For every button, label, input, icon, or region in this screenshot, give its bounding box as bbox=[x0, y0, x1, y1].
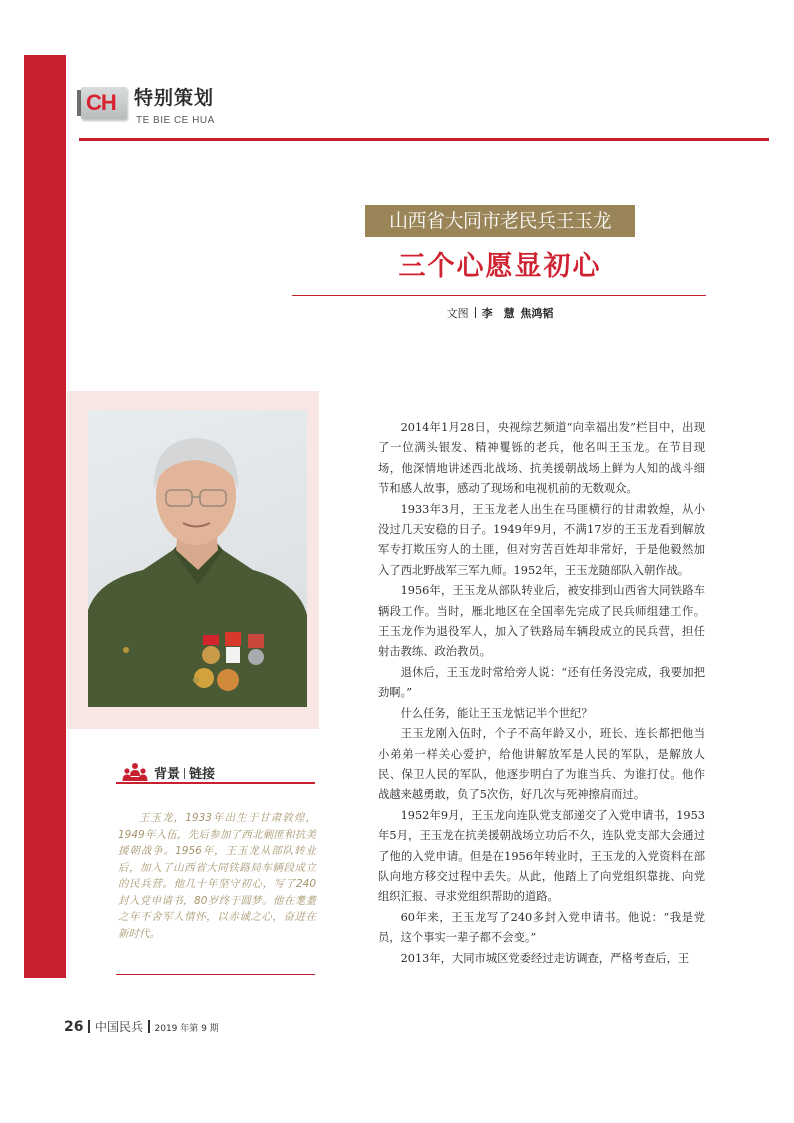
medal-ribbon-1 bbox=[203, 635, 219, 645]
sidebar-title bbox=[154, 763, 215, 782]
article-paragraph: 王玉龙刚入伍时，个子不高年龄又小，班长、连长都把他当小弟弟一样关心爱护，给他讲解放军是人民的军队，是解放人民、保卫人民的军队，他逐步明白了为谁当兵、为谁打仗。他作战越来越勇敢，负了5次伤，好几次与死神擦肩而过。 bbox=[378, 727, 705, 802]
article-paragraph: 60年来，王玉龙写了240多封入党申请书。他说：“我是党员，这个事实一辈子都不会变。” bbox=[378, 910, 705, 945]
badge-icon bbox=[123, 647, 129, 653]
article-paragraph: 1952年9月，王玉龙向连队党支部递交了入党申请书，1953年5月，王玉龙在抗美援朝战场立功后不久，连队党支部大会通过了他的入党申请。但是在1956年转业时，王玉龙的入党资料在部队向地方移交过程中丢失。从此，他踏上了向党组织靠拢、向党组织汇报、寻求党组织帮助的道路。 bbox=[378, 808, 705, 904]
medal-ribbon-3 bbox=[248, 634, 264, 648]
article-paragraph: 1956年，王玉龙从部队转业后，被安排到山西省大同铁路车辆段工作。当时，雁北地区在全国率先完成了民兵师组建工作。王玉龙作为退役军人，加入了铁路局车辆段成立的民兵营，担任射击教练、政治教员。 bbox=[378, 584, 705, 659]
sidebar-top-divider bbox=[116, 782, 315, 784]
medal-3 bbox=[248, 649, 264, 665]
article-paragraph: 2013年，大同市城区党委经过走访调查，严格考查后，王 bbox=[400, 951, 690, 965]
byline-label: 文图 bbox=[446, 307, 469, 320]
article-body bbox=[378, 418, 705, 969]
sidebar-title-separator bbox=[184, 768, 185, 779]
page-footer bbox=[64, 1016, 219, 1035]
header-divider bbox=[79, 138, 769, 141]
section-title: 特别策划 bbox=[134, 87, 215, 109]
sidebar-text: 王玉龙，1933年出生于甘肃敦煌，1949年入伍，先后参加了西北剿匪和抗美援朝战争。1956年，王玉龙从部队转业后，加入了山西省大同铁路局车辆段成立的民兵营。他几十年坚守初心，写了240封入党申请书，80岁终于圆梦。他在耄耋之年不舍军人情怀，以赤诚之心，奋进在新时代。 bbox=[118, 812, 316, 940]
medal-1 bbox=[202, 646, 220, 664]
ch-logo bbox=[77, 87, 127, 121]
title-divider bbox=[292, 295, 706, 296]
logo-text: CH bbox=[86, 90, 116, 115]
article-headline: 三个心愿显初心 bbox=[398, 251, 602, 282]
page-number: 26 bbox=[64, 1019, 84, 1035]
sidebar-title-right: 链接 bbox=[189, 767, 216, 782]
medal-2 bbox=[226, 647, 240, 663]
byline-separator bbox=[475, 307, 476, 318]
sidebar-bottom-divider bbox=[116, 974, 315, 975]
medal-5 bbox=[217, 669, 239, 691]
footer-separator bbox=[148, 1020, 150, 1033]
article-paragraph: 退休后，王玉龙时常给旁人说：“还有任务没完成，我要加把劲啊。” bbox=[378, 665, 705, 700]
medal-ribbon-2 bbox=[225, 632, 241, 646]
byline-names: 李 慧 焦鸿韬 bbox=[481, 307, 554, 320]
section-subtitle: TE BIE CE HUA bbox=[136, 115, 215, 126]
article-paragraph: 什么任务，能让王玉龙惦记半个世纪？ bbox=[400, 706, 593, 720]
article-paragraph: 1933年3月，王玉龙老人出生在马匪横行的甘肃敦煌，从小没过几天安稳的日子。1949年9月，不满17岁的王玉龙看到解放军专打欺压穷人的土匪，但对穷苦百姓却非常好，于是他毅然加入了西北野战军三军九师。1952年，王玉龙随部队入朝作战。 bbox=[378, 502, 705, 577]
portrait-photo bbox=[88, 410, 307, 707]
issue-label: 2019 年第 9 期 bbox=[154, 1024, 219, 1034]
sidebar-heading bbox=[116, 761, 316, 783]
magazine-name: 中国民兵 bbox=[94, 1020, 143, 1034]
article-paragraph: 2014年1月28日，央视综艺频道“向幸福出发”栏目中，出现了一位满头银发、精神矍铄的老兵，他名叫王玉龙。在节目现场，他深情地讲述西北战场、抗美援朝战场上鲜为人知的战斗细节和感人故事，感动了现场和电视机前的无数观众。 bbox=[378, 421, 705, 496]
article-kicker: 山西省大同市老民兵王玉龙 bbox=[365, 205, 635, 237]
byline bbox=[290, 305, 710, 321]
portrait-illustration bbox=[88, 410, 307, 707]
people-group-icon bbox=[122, 762, 148, 782]
footer-separator bbox=[88, 1020, 90, 1033]
button-icon bbox=[193, 677, 199, 683]
left-red-bar bbox=[24, 55, 66, 978]
sidebar-title-left: 背景 bbox=[154, 767, 181, 782]
